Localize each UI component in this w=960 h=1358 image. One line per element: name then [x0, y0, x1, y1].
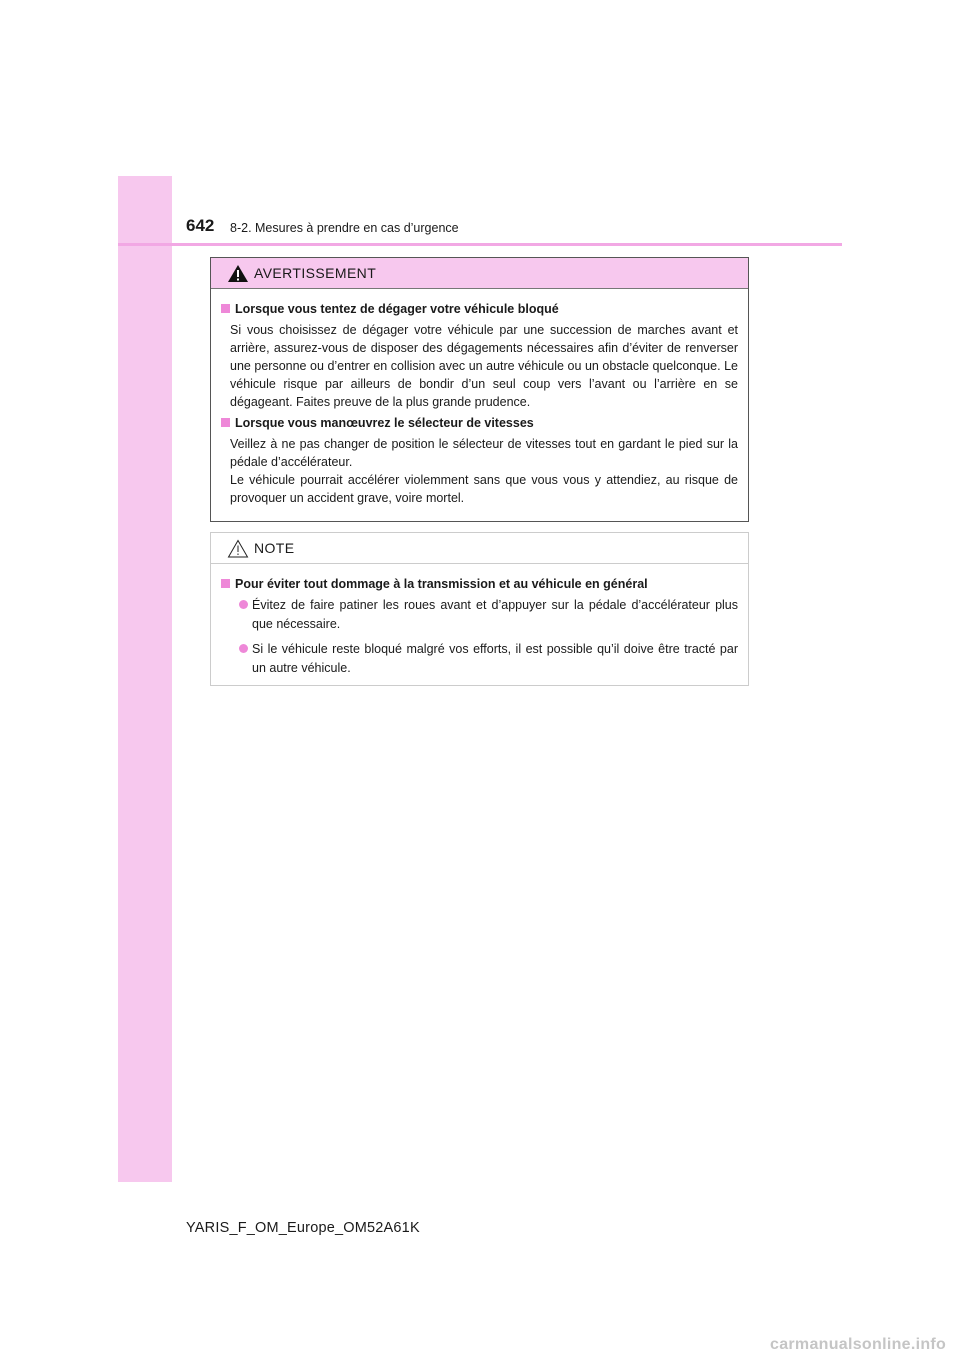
note-bullet: Évitez de faire patiner les roues avant et d’appuyer sur la pédale d’accélérateur plus que nécessaire. [221, 596, 738, 634]
warning-box [210, 257, 749, 522]
warning-content [211, 289, 748, 507]
note-title: NOTE [254, 540, 295, 556]
note-header [211, 533, 748, 564]
caution-triangle-outline-icon [227, 539, 249, 558]
round-bullet-icon [239, 644, 248, 653]
note-bullet: Si le véhicule reste bloqué malgré vos efforts, il est possible qu’il doive être tracté par un autre véhicule. [221, 640, 738, 678]
document-code: YARIS_F_OM_Europe_OM52A61K [186, 1220, 420, 1236]
chapter-side-tab [118, 176, 172, 1182]
page-number: 642 [186, 216, 215, 235]
note-box [210, 532, 749, 686]
square-bullet-icon [221, 418, 230, 427]
warning-item-heading: Lorsque vous manœuvrez le sélecteur de vitesses [221, 415, 738, 431]
warning-item-heading: Lorsque vous tentez de dégager votre véhicule bloqué [221, 301, 738, 317]
square-bullet-icon [221, 579, 230, 588]
warning-item-text: Si vous choisissez de dégager votre véhicule par une succession de marches avant et arrière, assurez-vous de disposer des dégagements nécessaires afin d’éviter de renverser une personne ou d’entrer en collision avec un autre véhicule ou un obstacle quelconque. Le véhicule risque par ailleurs de bondir d’un seul coup vers l’avant ou l’arrière en se dégageant. Faites preuve de la plus grande prudence. [230, 323, 738, 409]
warning-triangle-icon [227, 264, 249, 283]
note-content [211, 564, 748, 678]
header-rule [118, 243, 842, 246]
note-heading: Pour éviter tout dommage à la transmission et au véhicule en général [221, 576, 738, 592]
section-title: 8-2. Mesures à prendre en cas d’urgence [230, 221, 459, 235]
square-bullet-icon [221, 304, 230, 313]
round-bullet-icon [239, 600, 248, 609]
warning-title: AVERTISSEMENT [254, 265, 377, 281]
warning-item-text: Veillez à ne pas changer de position le sélecteur de vitesses tout en gardant le pied sur la pédale d’accélérateur. Le véhicule pourrait accélérer violemment sans que vous vous y attendiez, au risque de provoquer un accident grave, voire mortel. [230, 437, 738, 505]
watermark-logo: carmanualsonline.info [770, 1336, 947, 1353]
warning-header [211, 258, 748, 289]
